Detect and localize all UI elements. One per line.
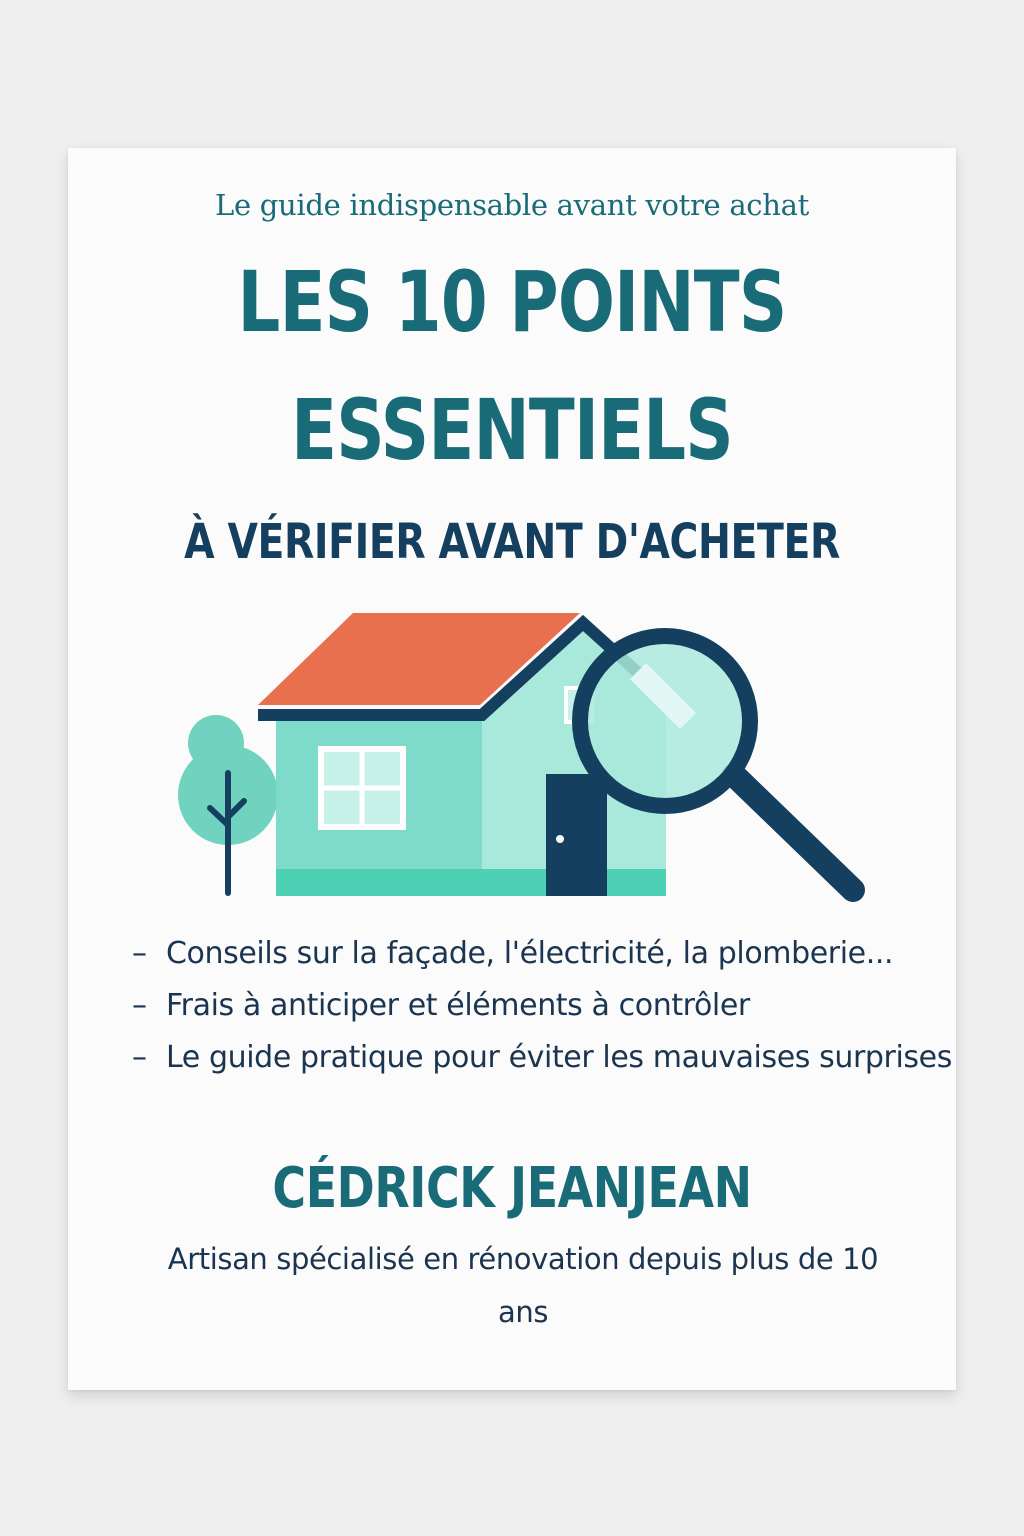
cover-title-line-2: ESSENTIELS [291,381,733,479]
author-description: Artisan spécialisé en rénovation depuis plus de 10 ans [167,1242,879,1329]
tree-icon [178,715,278,893]
list-item-text: Frais à anticiper et éléments à contrôler [166,988,750,1023]
cover-tagline: Le guide indispensable avant votre achat [215,188,809,222]
list-item [132,980,952,1032]
cover-subtitle: À VÉRIFIER AVANT D'ACHETER [184,514,840,570]
cover-title-line-1: LES 10 POINTS [237,253,787,351]
list-item-text: Conseils sur la façade, l'électricité, la plomberie... [166,936,894,971]
house-inspection-illustration [168,603,868,903]
book-cover [68,148,956,1390]
bullet-dash: – [132,936,147,971]
bullet-dash: – [132,1040,147,1075]
author-name: CÉDRICK JEANJEAN [272,1156,752,1221]
bullet-dash: – [132,988,147,1023]
list-item-text: Le guide pratique pour éviter les mauvaises surprises [166,1040,952,1075]
list-item [132,1032,952,1084]
feature-list [132,928,952,1084]
list-item [132,928,952,980]
